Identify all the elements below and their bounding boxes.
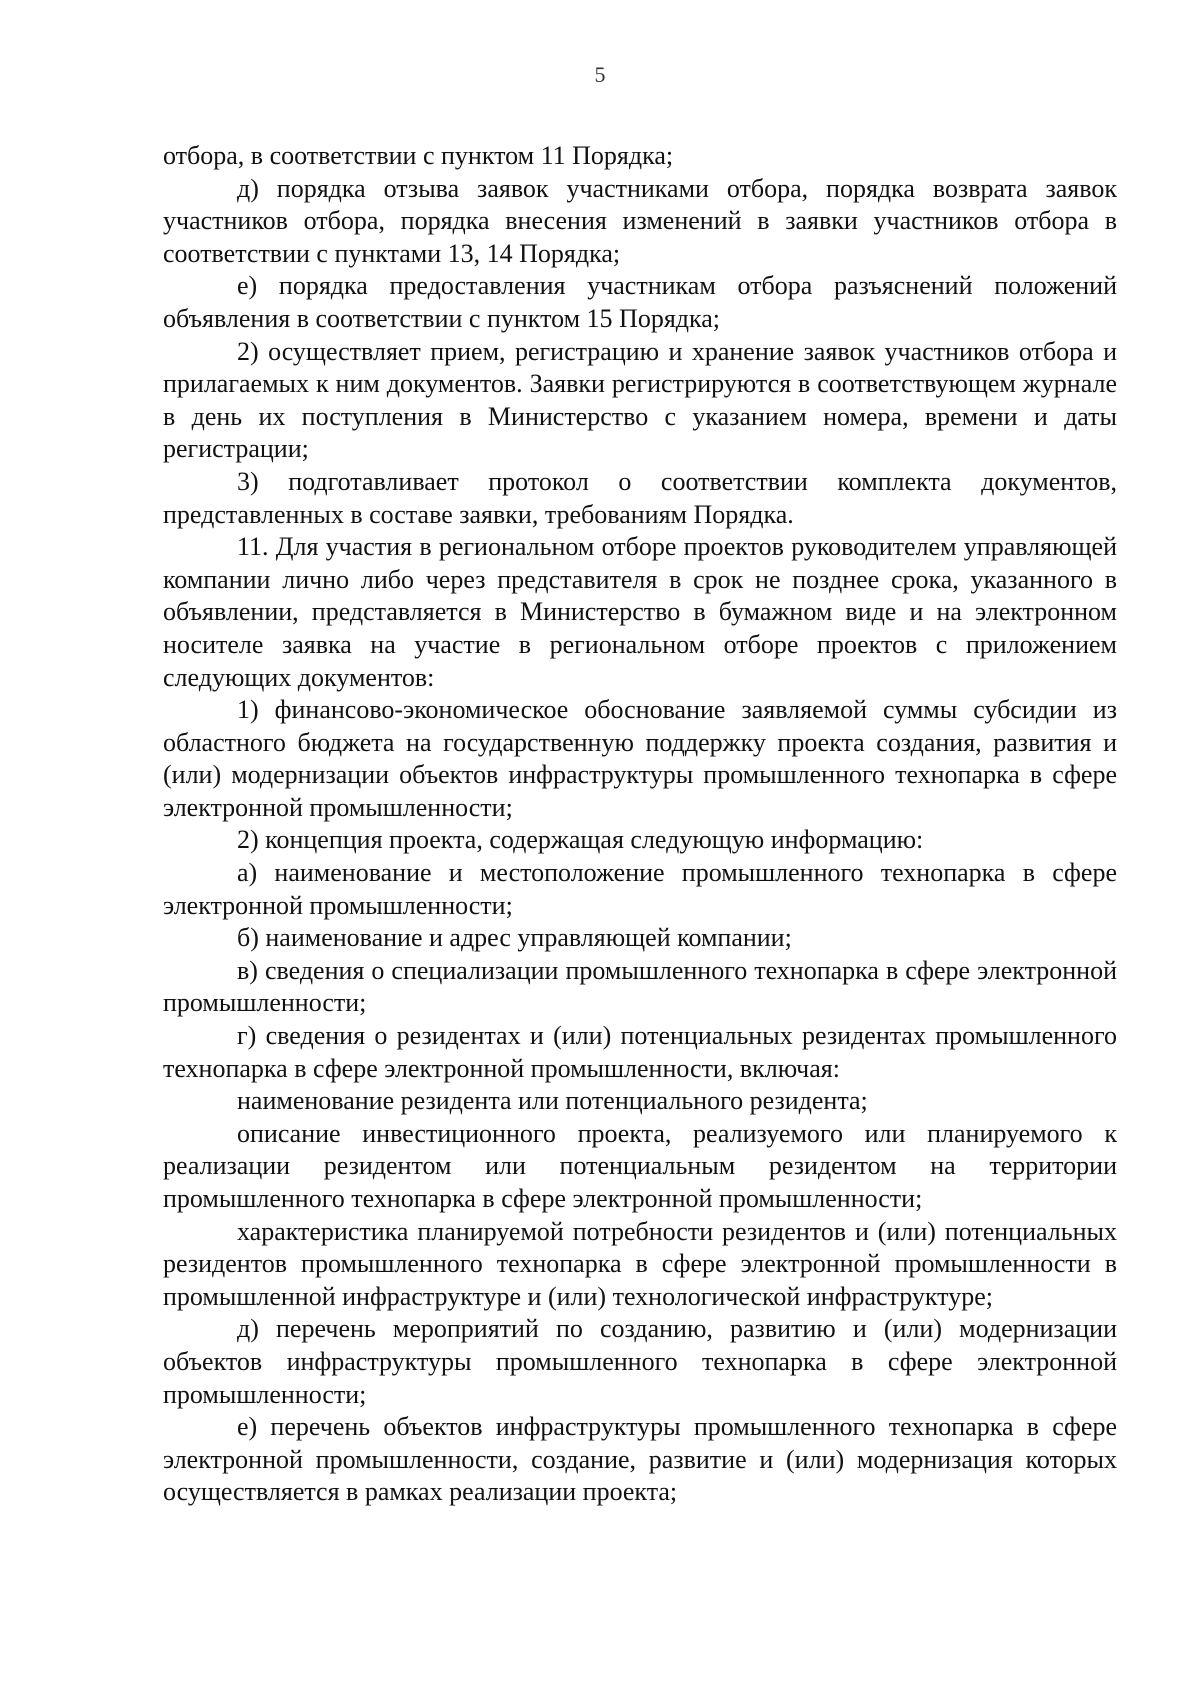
paragraph: г) сведения о резидентах и (или) потенциальных резидентах промышленного технопарка в сфере электронной промышленности, включая:	[163, 1021, 1117, 1083]
paragraph: 1) финансово-экономическое обоснование заявляемой суммы субсидии из областного бюджета на государственную поддержку проекта создания, развития и (или) модернизации объектов инфраструктуры промышленного технопарка в сфере электронной промышленности;	[163, 695, 1117, 822]
paragraph: в) сведения о специализации промышленного технопарка в сфере электронной промышленности;	[163, 955, 1117, 1018]
paragraph: 3) подготавливает протокол о соответствии комплекта документов, представленных в составе заявки, требованиям Порядка.	[163, 466, 1117, 529]
paragraph: б) наименование и адрес управляющей компании;	[237, 923, 792, 953]
paragraph: е) порядка предоставления участникам отбора разъяснений положений объявления в соответствии с пунктом 15 Порядка;	[163, 271, 1117, 333]
page-number: 5	[594, 62, 606, 87]
paragraph: описание инвестиционного проекта, реализуемого или планируемого к реализации резидентом или потенциальным резидентом на территории промышленного технопарка в сфере электронной промышленности;	[163, 1118, 1117, 1213]
paragraph: 11. Для участия в региональном отборе проектов руководителем управляющей компании лично либо через представителя в срок не позднее срока, указанного в объявлении, представляется в Министерство в бумажном виде и на электронном носителе заявка на участие в региональном отборе проектов с приложением следующих документов:	[163, 532, 1117, 692]
paragraph: е) перечень объектов инфраструктуры промышленного технопарка в сфере электронной промышленности, создание, развитие и (или) модернизация которых осуществляется в рамках реализации проекта;	[163, 1412, 1117, 1507]
paragraph: д) порядка отзыва заявок участниками отбора, порядка возврата заявок участников отбора, порядка внесения изменений в заявки участников отбора в соответствии с пунктами 13, 14 Порядка;	[163, 173, 1117, 268]
paragraph: характеристика планируемой потребности резидентов и (или) потенциальных резидентов промышленного технопарка в сфере электронной промышленности в промышленной инфраструктуре и (или) технологической инфраструктуре;	[163, 1216, 1117, 1311]
paragraph: д) перечень мероприятий по созданию, развитию и (или) модернизации объектов инфраструктуры промышленного технопарка в сфере электронной промышленности;	[163, 1314, 1117, 1409]
paragraph: наименование резидента или потенциального резидента;	[237, 1086, 868, 1116]
paragraph: отбора, в соответствии с пунктом 11 Порядка;	[163, 141, 674, 170]
paragraph: а) наименование и местоположение промышленного технопарка в сфере электронной промышленности;	[163, 858, 1117, 920]
paragraph: 2) концепция проекта, содержащая следующую информацию:	[237, 825, 924, 855]
paragraph: 2) осуществляет прием, регистрацию и хранение заявок участников отбора и прилагаемых к ним документов. Заявки регистрируются в соответствующем журнале в день их поступления в Министерство с указанием номера, времени и даты регистрации;	[163, 336, 1117, 464]
document-body	[163, 140, 1117, 1509]
